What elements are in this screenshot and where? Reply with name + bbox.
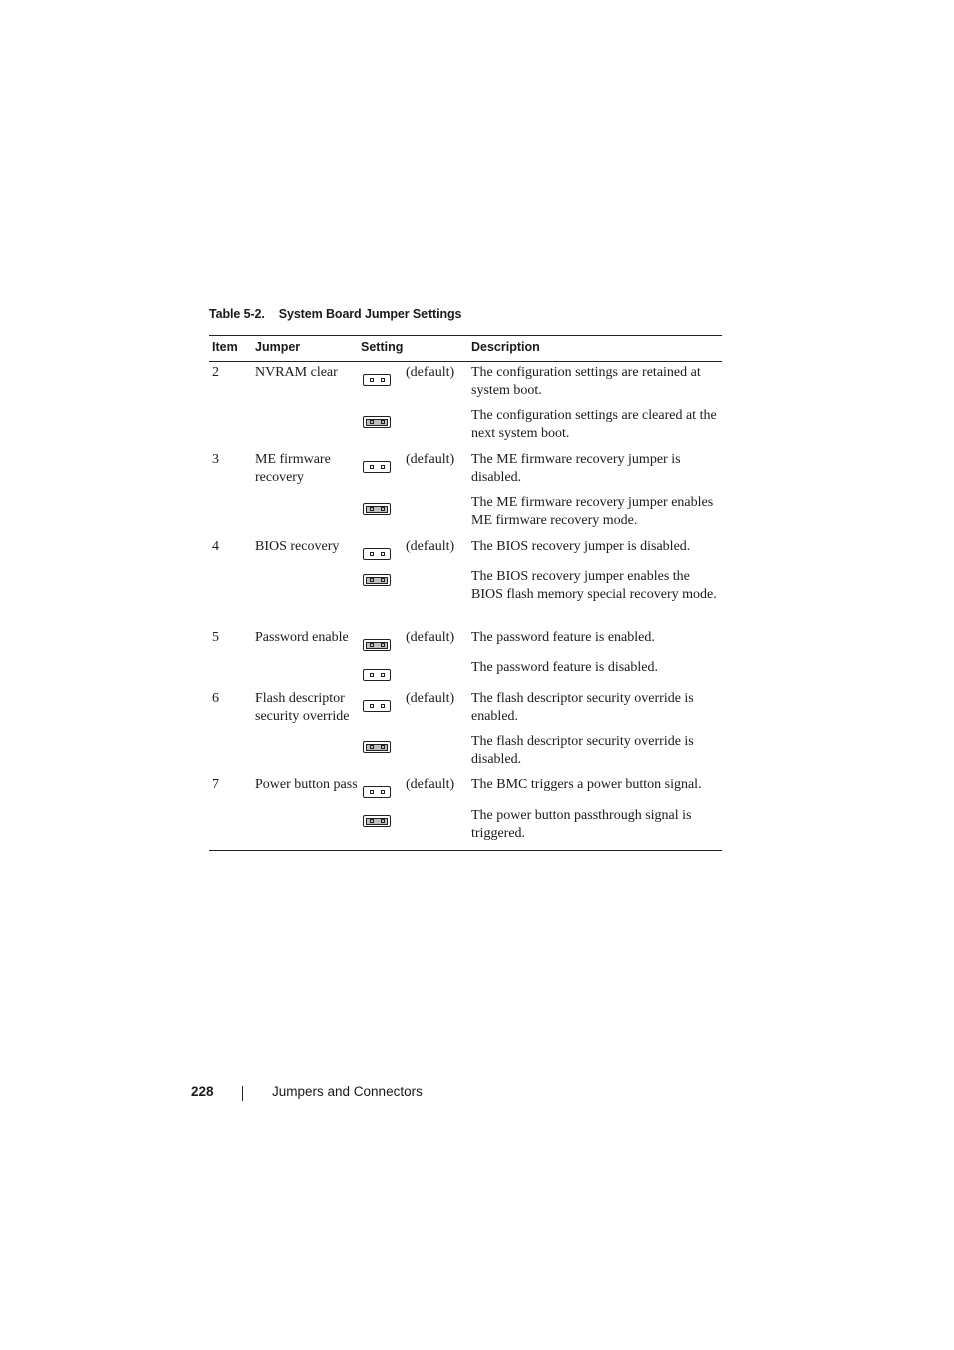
page-number: 228 bbox=[191, 1084, 214, 1099]
jumper-installed-icon bbox=[363, 815, 391, 827]
jumper-pin-icon bbox=[370, 507, 374, 511]
setting-description: The flash descriptor security override is disabled. bbox=[471, 734, 694, 767]
table-row-group bbox=[209, 776, 722, 850]
setting-description: The configuration settings are cleared at the next system boot. bbox=[471, 408, 717, 441]
table-row-group bbox=[209, 690, 722, 776]
jumper-installed-icon bbox=[363, 741, 391, 753]
jumper-pin-icon bbox=[370, 643, 374, 647]
jumper-pin-icon bbox=[370, 578, 374, 582]
default-label: (default) bbox=[406, 452, 455, 467]
setting-description: The configuration settings are retained at system boot. bbox=[471, 365, 701, 398]
table-row bbox=[209, 776, 722, 807]
table-row-group bbox=[209, 538, 722, 629]
item-number: 4 bbox=[212, 539, 219, 554]
jumper-pin-icon bbox=[370, 465, 374, 469]
jumper-pin-icon bbox=[381, 673, 385, 677]
table-caption bbox=[209, 307, 461, 321]
header-description: Description bbox=[471, 340, 540, 354]
jumper-open-icon bbox=[363, 374, 391, 386]
jumper-pin-icon bbox=[370, 745, 374, 749]
default-label: (default) bbox=[406, 539, 455, 554]
table-row bbox=[209, 538, 722, 568]
default-label: (default) bbox=[406, 630, 455, 645]
section-title: Jumpers and Connectors bbox=[272, 1084, 423, 1099]
default-label: (default) bbox=[406, 777, 455, 792]
table-row-group bbox=[209, 451, 722, 538]
table-row bbox=[209, 407, 722, 451]
jumper-pin-icon bbox=[370, 704, 374, 708]
jumper-pin-icon bbox=[381, 378, 385, 382]
table-row bbox=[209, 494, 722, 538]
setting-description: The password feature is disabled. bbox=[471, 660, 658, 675]
jumper-open-icon bbox=[363, 786, 391, 798]
jumper-name: Password enable bbox=[255, 630, 349, 645]
item-number: 2 bbox=[212, 365, 219, 380]
jumper-pin-icon bbox=[370, 790, 374, 794]
table-row bbox=[209, 568, 722, 629]
table-number: Table 5-2. bbox=[209, 307, 265, 321]
jumper-open-icon bbox=[363, 548, 391, 560]
table-row bbox=[209, 690, 722, 733]
setting-description: The BIOS recovery jumper enables the BIOS flash memory special recovery mode. bbox=[471, 569, 717, 602]
header-setting: Setting bbox=[361, 340, 404, 354]
setting-description: The password feature is enabled. bbox=[471, 630, 655, 645]
item-number: 7 bbox=[212, 777, 219, 792]
jumper-pin-icon bbox=[370, 420, 374, 424]
jumper-installed-icon bbox=[363, 639, 391, 651]
table-row bbox=[209, 364, 722, 407]
jumper-pin-icon bbox=[381, 704, 385, 708]
table-row bbox=[209, 659, 722, 690]
default-label: (default) bbox=[406, 365, 455, 380]
setting-description: The power button passthrough signal is triggered. bbox=[471, 808, 692, 841]
jumper-pin-icon bbox=[370, 552, 374, 556]
jumper-pin-icon bbox=[381, 465, 385, 469]
jumper-name: BIOS recovery bbox=[255, 539, 340, 554]
table-row bbox=[209, 451, 722, 494]
jumper-name: Power button pass bbox=[255, 777, 358, 792]
header-jumper: Jumper bbox=[255, 340, 301, 354]
item-number: 3 bbox=[212, 452, 219, 467]
jumper-pin-icon bbox=[370, 673, 374, 677]
setting-description: The BIOS recovery jumper is disabled. bbox=[471, 539, 691, 554]
jumper-name: ME firmware recovery bbox=[255, 452, 331, 485]
jumper-installed-icon bbox=[363, 574, 391, 586]
setting-description: The ME firmware recovery jumper is disabled. bbox=[471, 452, 681, 485]
jumper-pin-icon bbox=[370, 378, 374, 382]
table-row bbox=[209, 807, 722, 850]
jumper-pin-icon bbox=[381, 819, 385, 823]
table-header bbox=[209, 336, 722, 362]
jumper-pin-icon bbox=[381, 552, 385, 556]
item-number: 6 bbox=[212, 691, 219, 706]
setting-description: The ME firmware recovery jumper enables ME firmware recovery mode. bbox=[471, 495, 714, 528]
jumper-settings-table bbox=[209, 335, 722, 851]
jumper-open-icon bbox=[363, 669, 391, 681]
table-row-group bbox=[209, 364, 722, 451]
setting-description: The BMC triggers a power button signal. bbox=[471, 777, 702, 792]
header-item: Item bbox=[212, 340, 238, 354]
jumper-name: NVRAM clear bbox=[255, 365, 338, 380]
table-body bbox=[209, 364, 722, 850]
jumper-name: Flash descriptor security override bbox=[255, 691, 350, 724]
jumper-open-icon bbox=[363, 700, 391, 712]
jumper-pin-icon bbox=[381, 420, 385, 424]
jumper-installed-icon bbox=[363, 416, 391, 428]
jumper-pin-icon bbox=[381, 578, 385, 582]
jumper-installed-icon bbox=[363, 503, 391, 515]
table-title: System Board Jumper Settings bbox=[278, 307, 462, 321]
setting-description: The flash descriptor security override is enabled. bbox=[471, 691, 694, 724]
table-row bbox=[209, 629, 722, 659]
default-label: (default) bbox=[406, 691, 455, 706]
jumper-pin-icon bbox=[381, 790, 385, 794]
footer-separator bbox=[242, 1086, 243, 1101]
table-row bbox=[209, 733, 722, 776]
jumper-pin-icon bbox=[370, 819, 374, 823]
jumper-pin-icon bbox=[381, 643, 385, 647]
jumper-pin-icon bbox=[381, 507, 385, 511]
jumper-open-icon bbox=[363, 461, 391, 473]
item-number: 5 bbox=[212, 630, 219, 645]
table-row-group bbox=[209, 629, 722, 690]
jumper-pin-icon bbox=[381, 745, 385, 749]
